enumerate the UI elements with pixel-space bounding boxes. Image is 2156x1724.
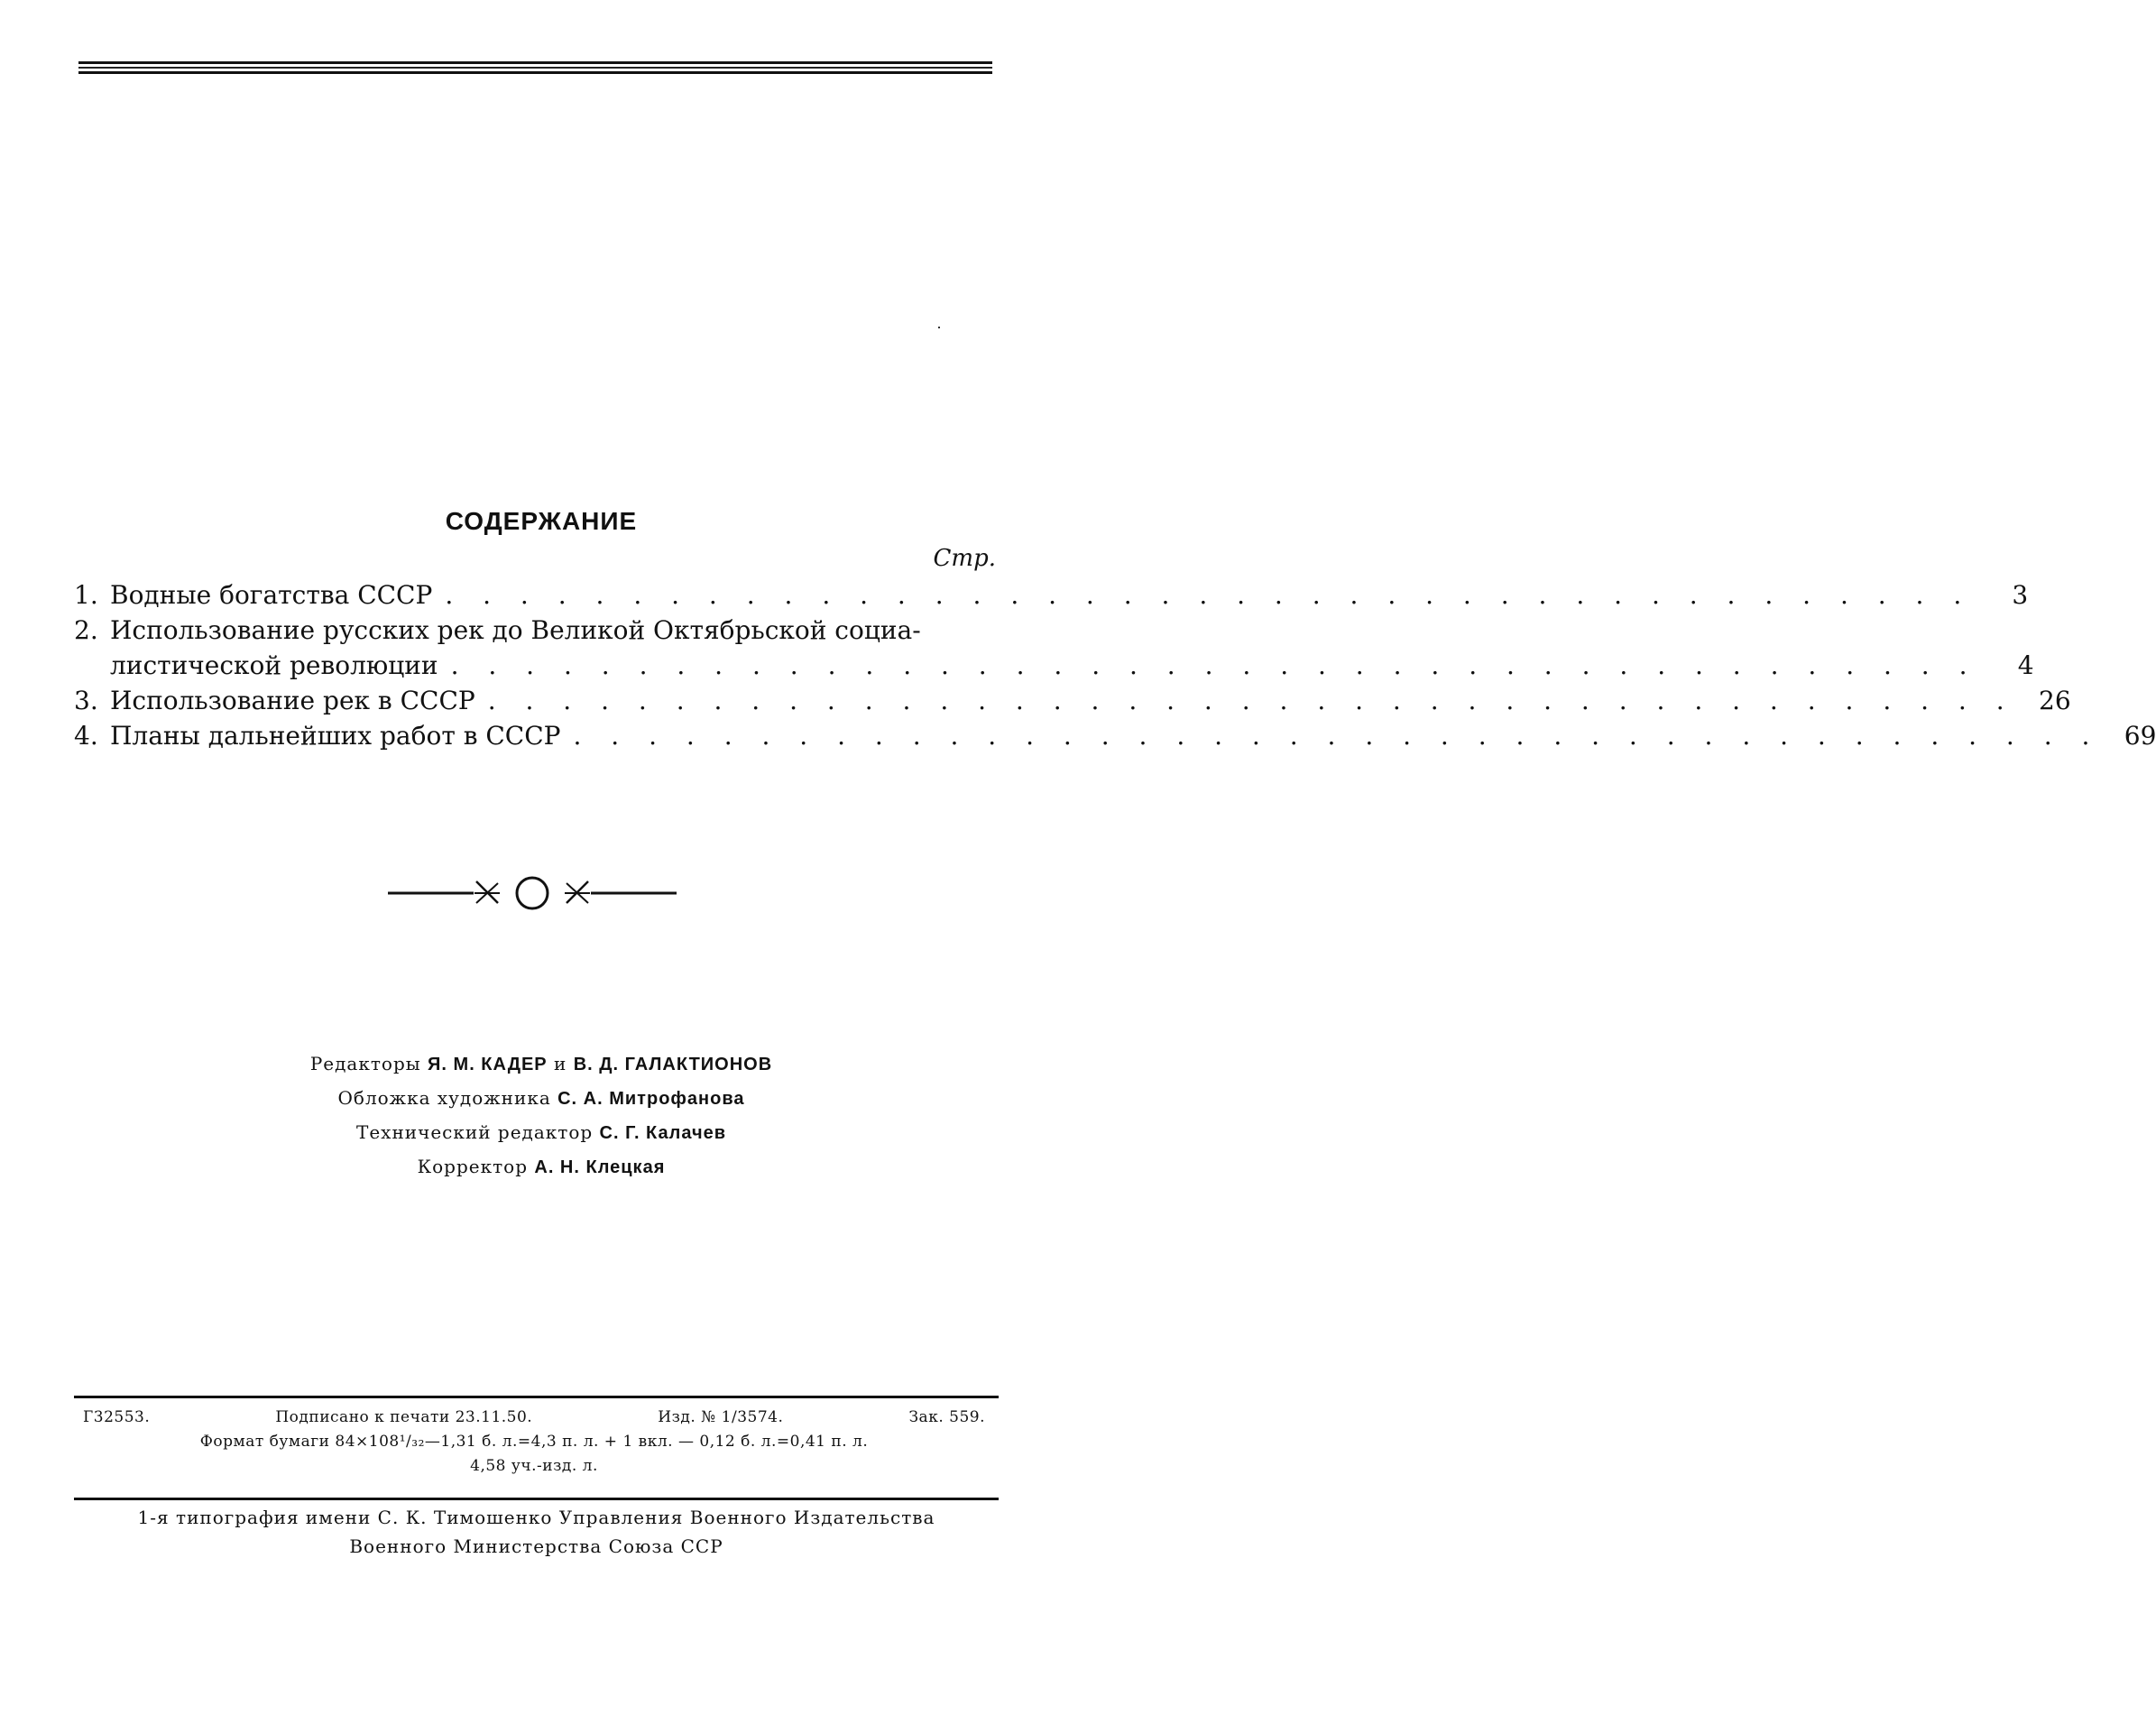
contents-entry xyxy=(74,718,2156,753)
imprint-signed: Подписано к печати 23.11.50. xyxy=(275,1408,533,1426)
dot-leader xyxy=(561,718,2101,753)
contents-page-header: Стр. xyxy=(933,545,996,572)
tech-editor-name: С. Г. Калачев xyxy=(599,1123,726,1143)
proofreader-line xyxy=(0,1149,1083,1184)
entry-page: 69 xyxy=(2124,721,2156,751)
entry-number: 3. xyxy=(74,686,98,715)
ornament-divider-icon xyxy=(388,871,677,916)
contents-entry xyxy=(74,577,2029,613)
contents-entry xyxy=(74,613,996,648)
imprint-uch-izd: 4,58 уч.-изд. л. xyxy=(470,1457,598,1475)
entry-page: 26 xyxy=(2039,686,2071,715)
cover-artist-line xyxy=(0,1081,1083,1115)
editor-name: Я. М. КАДЕР xyxy=(428,1055,548,1074)
entry-title-continuation: листической революции xyxy=(110,650,438,680)
entry-page: 3 xyxy=(2012,580,2029,610)
contents-list xyxy=(74,577,2156,753)
contents-entry xyxy=(74,683,2071,718)
credits-block xyxy=(0,1046,1083,1184)
entry-number: 4. xyxy=(74,721,98,751)
editors-line xyxy=(0,1046,1083,1081)
contents-entry-continuation xyxy=(74,648,2034,683)
entry-title: Планы дальнейших работ в СССР xyxy=(110,721,561,751)
imprint-rule-top xyxy=(74,1396,999,1398)
entry-number: 1. xyxy=(74,580,98,610)
dot-leader xyxy=(475,683,2015,718)
dot-leader xyxy=(438,648,1978,683)
tech-editor-label: Технический редактор xyxy=(356,1121,594,1143)
imprint-rule-bottom xyxy=(74,1498,999,1500)
entry-title: Водные богатства СССР xyxy=(110,580,433,610)
printer-line: Военного Министерства Союза ССР xyxy=(349,1535,723,1557)
entry-page: 4 xyxy=(2017,650,2034,680)
entry-title: Использование рек в СССР xyxy=(110,686,475,715)
tech-editor-line xyxy=(0,1115,1083,1149)
conjunction: и xyxy=(554,1053,567,1074)
cover-artist-name: С. А. Митрофанова xyxy=(557,1089,745,1109)
printer-block xyxy=(74,1503,999,1561)
entry-title: Использование русских рек до Великой Октябрьской социа- xyxy=(110,615,921,645)
dot-leader xyxy=(432,577,1972,613)
imprint-order-number: Зак. 559. xyxy=(908,1408,985,1426)
imprint-code: Г32553. xyxy=(83,1408,151,1426)
cover-label: Обложка художника xyxy=(337,1087,551,1109)
imprint-format: Формат бумаги 84×108¹/₃₂—1,31 б. л.=4,3 п. л. + 1 вкл. — 0,12 б. л.=0,41 п. л. xyxy=(199,1433,869,1451)
imprint-publication-number: Изд. № 1/3574. xyxy=(658,1408,784,1426)
editor-name: В. Д. ГАЛАКТИОНОВ xyxy=(573,1055,773,1074)
entry-number: 2. xyxy=(74,615,98,645)
proofreader-label: Корректор xyxy=(417,1156,529,1177)
editors-label: Редакторы xyxy=(309,1053,421,1074)
printer-line: 1-я типография имени С. К. Тимошенко Управления Военного Издательства xyxy=(137,1507,935,1528)
contents-title: СОДЕРЖАНИЕ xyxy=(445,507,638,535)
print-speck xyxy=(938,327,940,328)
imprint-row xyxy=(83,1406,985,1430)
top-page-rule xyxy=(78,61,992,74)
proofreader-name: А. Н. Клецкая xyxy=(534,1157,666,1177)
imprint-block xyxy=(83,1406,985,1479)
